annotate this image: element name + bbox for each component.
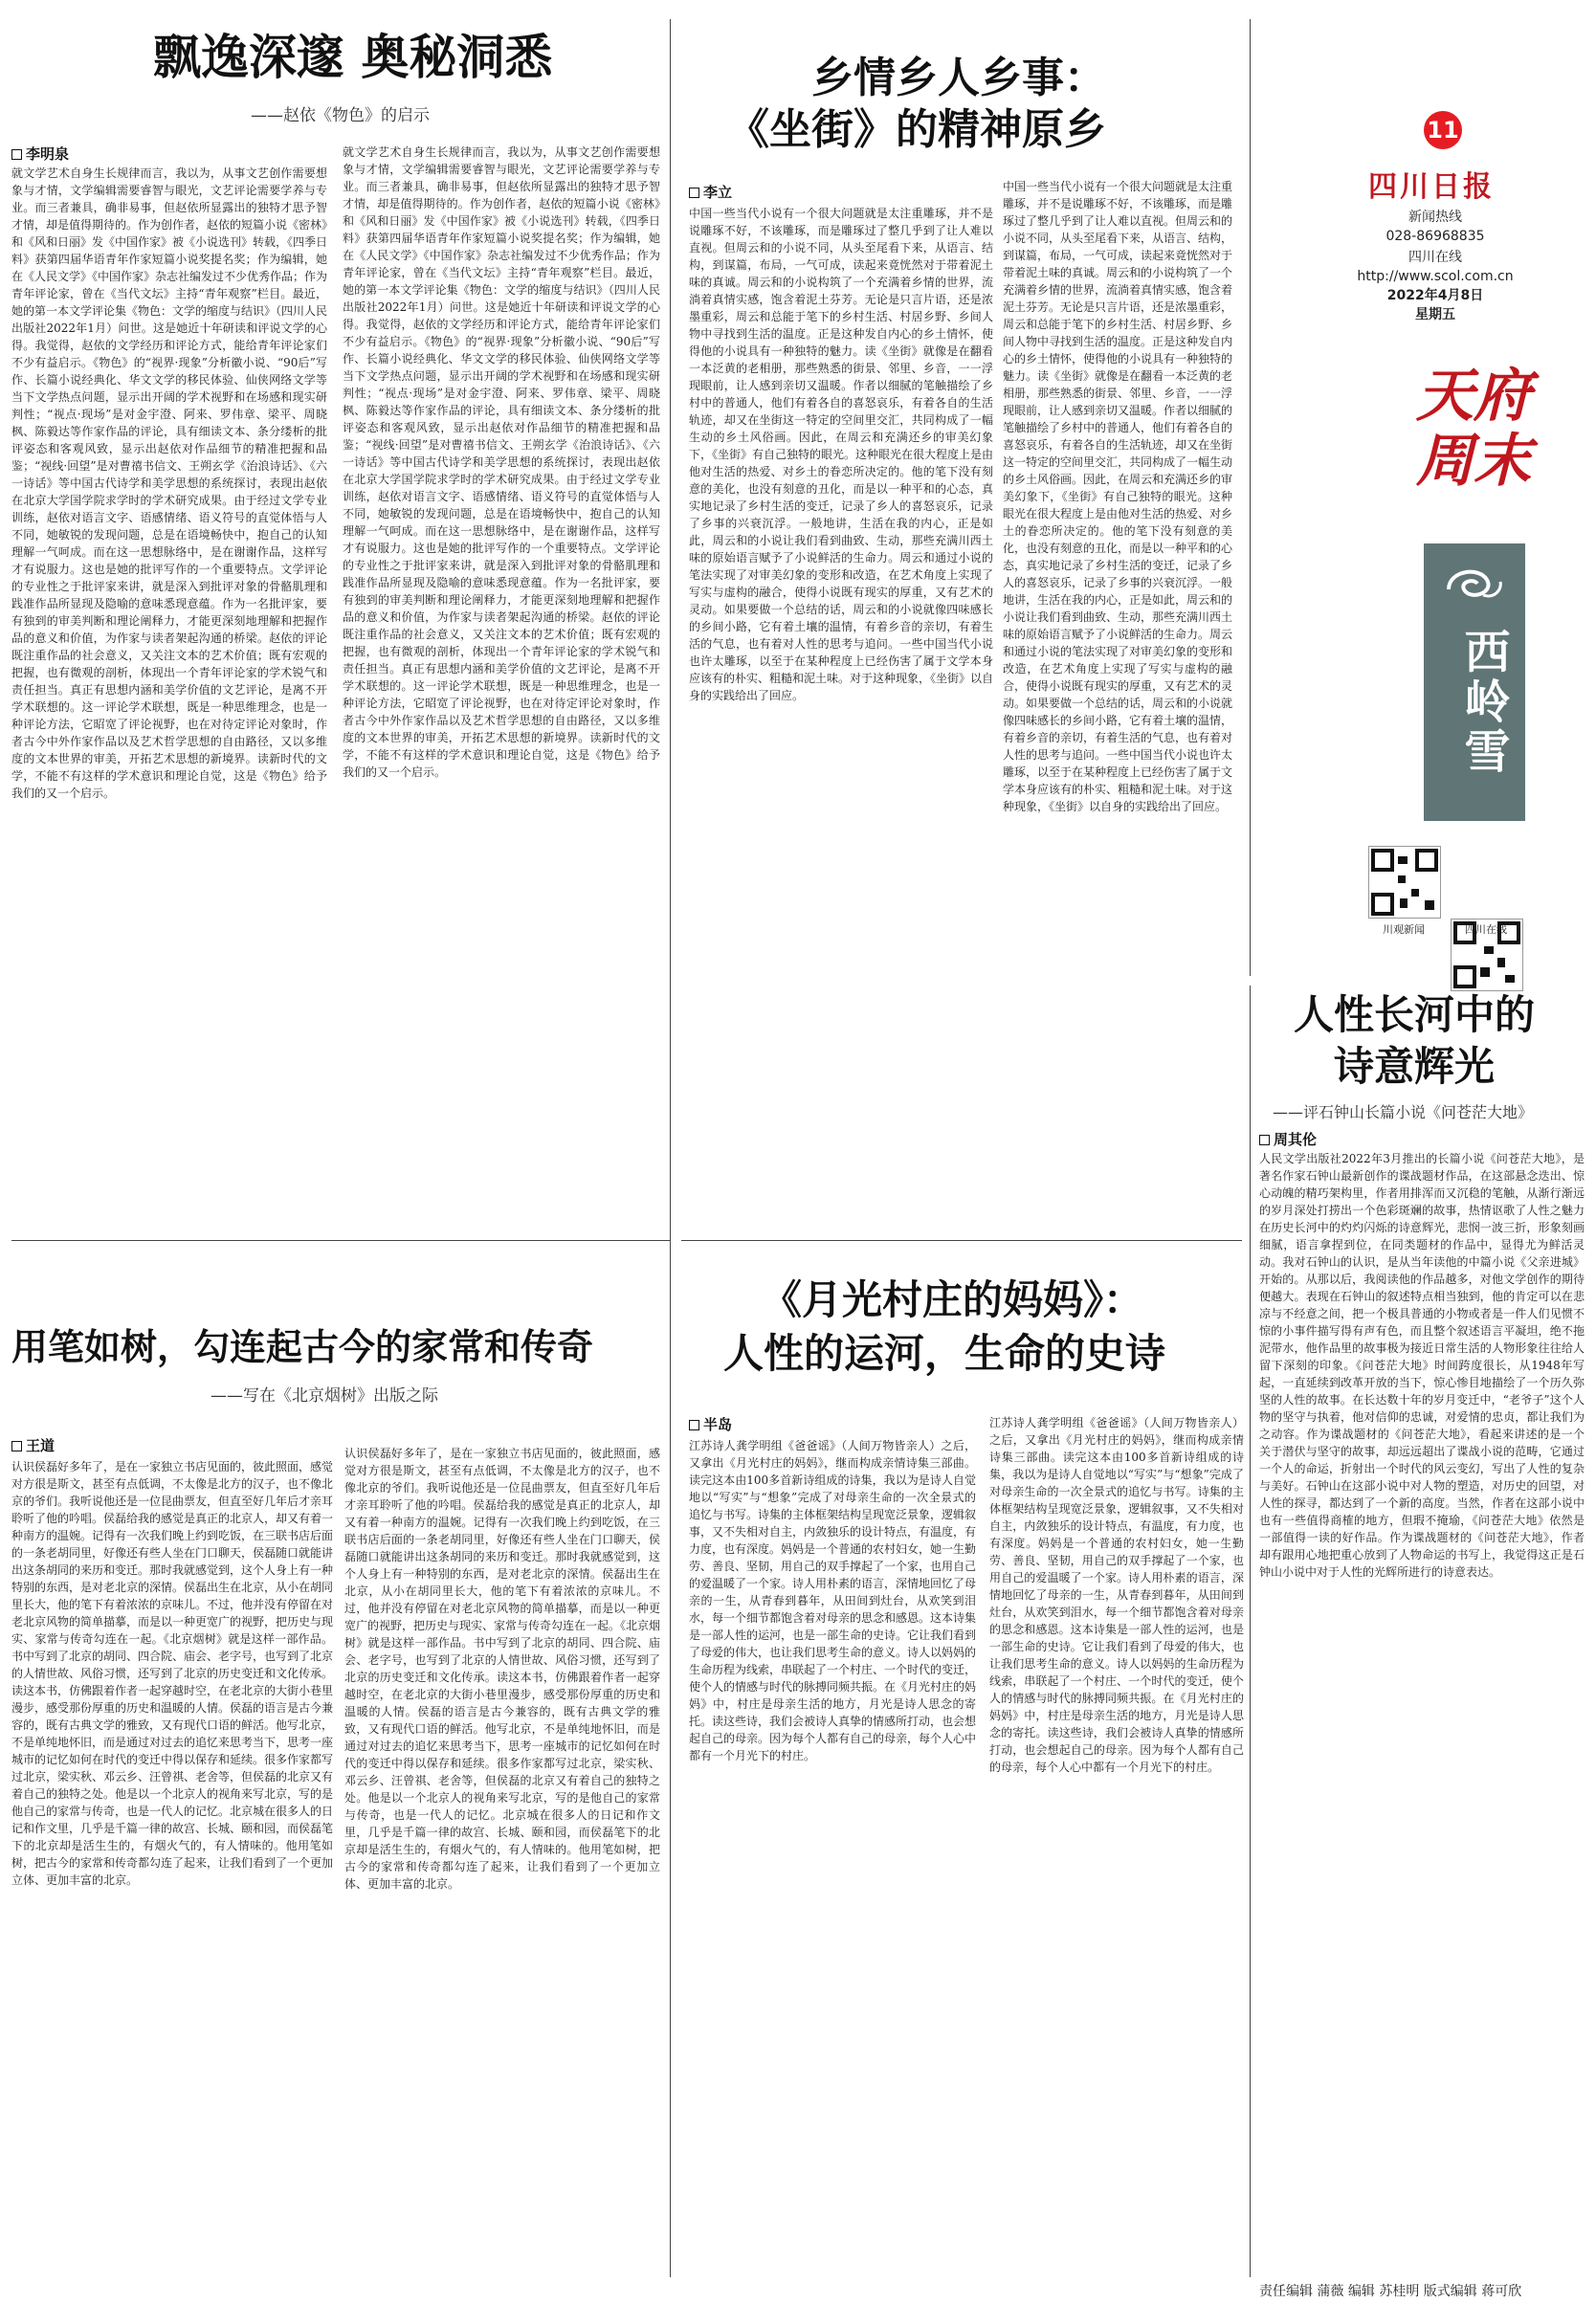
column-name-band bbox=[1424, 543, 1525, 821]
online-label: 四川在线 bbox=[1408, 250, 1462, 265]
article-2-body-cont: 中国一些当代小说有一个很大问题就是太注重雕琢，并不是说雕琢不好，不该雕琢，而是雕琢过了整几乎到了让人难以直视。但周云和的小说不同，从头至尾看下来，从语言、结构，到谋篇，布局，一气可成，读起来竟恍然对于带着泥土味的真诚。周云和的小说构筑了一个充满着乡情的世界，流淌着真情实感，饱含着泥土芬芳。无论是只言片语，还是浓墨重彩，周云和总能于笔下的乡村生活、村居乡野、乡间人物中寻找到生活的温度。正是这种发自内心的乡土情怀，使得他的小说具有一种独特的魅力。读《坐街》就像是在翻看一本泛黄的老相册，那些熟悉的街景、邻里、乡音，一一浮现眼前，让人感到亲切又温暖。作者以细腻的笔触描绘了乡村中的普通人，他们有着各自的喜怒哀乐，有着各自的生活轨迹，却又在坐街这一特定的空间里交汇，共同构成了一幅生动的乡土风俗画。因此，在周云和充满还乡的审美幻象下，《坐街》有自己独特的眼光。这种眼光在很大程度上是由他对生活的热爱、对乡土的眷恋所决定的。他的笔下没有刻意的美化，也没有刻意的丑化，而是以一种平和的心态，真实地记录了乡村生活的变迁，记录了乡人的喜怒哀乐，记录了乡事的兴衰沉浮。一般地讲，生活在我的内心，正是如此，周云和的小说让我们看到曲致、生动，那些充满川西土味的原始语言赋予了小说鲜活的生命力。周云和通过小说的笔法实现了对审美幻象的变形和改造，在艺术角度上实现了写实与虚构的融合，使得小说既有现实的厚重，又有艺术的灵动。如果要做一个总结的话，周云和的小说就像四味感长的乡间小路，它有着土壤的温情，有着乡音的亲切，有着生活的气息，也有着对人性的思考与追问。一些中国当代小说也许太雕琢，以至于在某种程度上已经伤害了属于文学本身应该有的朴实、粗糙和泥土味。对于这种现象，《坐街》以自身的实践给出了回应。 bbox=[1003, 180, 1232, 813]
article-4-title-line-1: 《月光村庄的妈妈》： bbox=[762, 1276, 1144, 1323]
column-divider bbox=[1250, 986, 1251, 2277]
article-2-title-line-2: 《坐街》的精神原乡 bbox=[727, 105, 1106, 154]
article-3-body: 认识侯磊好多年了，是在一家独立书店见面的，彼此照面，感觉对方很是斯文，甚至有点低调，不太像是北方的汉子，也不像北京的爷们。我听说他还是一位昆曲票友，但直至好几年后才亲耳聆听了他的吟唱。侯磊给我的感觉是真正的北京人，却又有着一种南方的温婉。记得有一次我们晚上约到吃饭，在三联书店后面的一条老胡同里，好像还有些人坐在门口聊天，侯磊随口就能讲出这条胡同的来历和变迁。那时我就感觉到，这个人身上有一种特别的东西，是对老北京的深情。侯磊出生在北京，从小在胡同里长大，他的笔下有着浓浓的京味儿。不过，他并没有停留在对老北京风物的简单描摹，而是以一种更宽广的视野，把历史与现实、家常与传奇勾连在一起。《北京烟树》就是这样一部作品。书中写到了北京的胡同、四合院、庙会、老字号，也写到了北京的人情世故、风俗习惯，还写到了北京的历史变迁和文化传承。读这本书，仿佛跟着作者一起穿越时空，在老北京的大街小巷里漫步，感受那份厚重的历史和温暖的人情。侯磊的语言是古今兼容的，既有古典文学的雅致，又有现代口语的鲜活。他写北京，不是单纯地怀旧，而是通过对过去的追忆来思考当下，思考一座城市的记忆如何在时代的变迁中得以保存和延续。很多作家都写过北京，梁实秋、邓云乡、汪曾祺、老舍等，但侯磊的北京又有着自己的独特之处。他是以一个北京人的视角来写北京，写的是他自己的家常与传奇，也是一代人的记忆。北京城在很多人的日记和作文里，几乎是千篇一律的故宫、长城、颐和园，而侯磊笔下的北京却是活生生的，有烟火气的，有人情味的。他用笔如树，把古今的家常和传奇都勾连了起来，让我们看到了一个更加立体、更加丰富的北京。 bbox=[11, 1460, 333, 1887]
article-2-author bbox=[689, 182, 732, 202]
article-5-body: 人民文学出版社2022年3月推出的长篇小说《问苍茫大地》，是著名作家石钟山最新创作的谍战题材作品，在这部悬念迭出、惊心动魄的精巧架构里，作者用排浑而又沉稳的笔触，从渐行渐远的岁月深处打捞出一个色彩斑斓的故事，热情讴歌了人性之魅力在历史长河中的灼灼闪烁的诗意辉光，悲悯一波三折，形象刻画细腻，语言拿捏到位，在同类题材的作品中，显得尤为鲜活灵动。我对石钟山的认识，是从当年读他的中篇小说《父亲进城》开始的。从那以后，我阅读他的作品越多，对他文学创作的期待便越大。表现在石钟山的叙述特点相当独到，他的肯定可以在悲凉与不经意之间，把一个极具普通的小物或者是一件人们见惯不惊的小事件描写得有声有色，而且整个叙述语言平凝坦，绝不拖泥带水，他作品里的故事极为接近日常生活的人物形象往往给人留下深刻的印象。《问苍茫大地》时间跨度很长，从1948年写起，一直延续到改革开放的当下，惊心惨目地描绘了一个历久弥坚的人性的故事。在长达数十年的岁月变迁中，“老爷子”这个人物的坚守与执着，他对信仰的忠诚，对爱情的忠贞，都让我们为之动容。作为谍战题材的《问苍茫大地》，看起来讲述的是一个关于潜伏与坚守的故事，却远远超出了谍战小说的范畴，它通过一个人的命运，折射出一个时代的风云变幻，写出了人性的复杂与美好。石钟山在这部小说中对人物的塑造，对历史的回望，对人性的探寻，都达到了一个新的高度。当然，作者在这部小说中也有一些值得商榷的地方，但瑕不掩瑜，《问苍茫大地》依然是一部值得一读的好作品。作为谍战题材的《问苍茫大地》，作者却有跟用心地把重心放到了人物命运的书写上，我觉得这正是石钟山小说中对于人性的光辉所进行的诗意表达。 bbox=[1259, 1152, 1585, 1579]
decorative-swirl-icon bbox=[1441, 561, 1508, 609]
column-divider bbox=[670, 1253, 671, 2277]
article-5-title-line-1: 人性长河中的 bbox=[1294, 991, 1536, 1038]
byline-marker bbox=[11, 149, 22, 160]
column-divider bbox=[1250, 19, 1251, 976]
article-1-title: 飘逸深邃 奥秘洞悉 bbox=[153, 30, 553, 85]
qr-label-2: 四川在线 bbox=[1465, 923, 1507, 936]
byline-marker bbox=[689, 188, 699, 198]
article-2-author-name: 李立 bbox=[703, 184, 733, 201]
article-5-author-name: 周其伦 bbox=[1274, 1131, 1318, 1148]
section-divider bbox=[11, 1240, 670, 1241]
qr-label-1: 川观新闻 bbox=[1383, 923, 1425, 936]
website-url[interactable]: http://www.scol.com.cn bbox=[1357, 269, 1514, 284]
byline-marker bbox=[689, 1420, 699, 1430]
editor-credits: 责任编辑 蒲薇 编辑 苏桂明 版式编辑 蒋可欣 bbox=[1259, 2284, 1522, 2299]
article-4-author-name: 半岛 bbox=[703, 1416, 733, 1433]
article-5-subtitle: ——评石钟山长篇小说《问苍茫大地》 bbox=[1273, 1103, 1534, 1121]
article-3-subtitle: ——写在《北京烟树》出版之际 bbox=[211, 1386, 438, 1406]
article-4-title-line-2: 人性的运河，生命的史诗 bbox=[723, 1330, 1166, 1377]
issue-weekday: 星期五 bbox=[1415, 307, 1455, 322]
article-3-author-name: 王道 bbox=[26, 1437, 55, 1454]
article-4-author bbox=[689, 1414, 732, 1434]
byline-marker bbox=[1259, 1135, 1270, 1145]
column-name: 西岭雪 bbox=[1456, 628, 1510, 777]
hotline-label: 新闻热线 bbox=[1408, 210, 1462, 225]
article-3-author bbox=[11, 1435, 55, 1455]
article-4-body: 江苏诗人龚学明组《爸爸谣》（人间万物皆亲人）之后，又拿出《月光村庄的妈妈》，继而构成亲情诗集三部曲。读完这本由100多首新诗组成的诗集，我以为是诗人自觉地以“写实”与“想象”完成了对母亲生命的一次全景式的追忆与书写。诗集的主体框架结构呈现宽泛景象，逻辑叙事，又不失相对自主，内敛独乐的设计特点，有温度，有力度，也有深度。妈妈是一个普通的农村妇女，她一生勤劳、善良、坚韧，用自己的双手撑起了一个家，也用自己的爱温暖了一个家。诗人用朴素的语言，深情地回忆了母亲的一生，从青春到暮年，从田间到灶台，从欢笑到泪水，每一个细节都饱含着对母亲的思念和感恩。这本诗集是一部人性的运河，也是一部生命的史诗。它让我们看到了母爱的伟大，也让我们思考生命的意义。诗人以妈妈的生命历程为线索，串联起了一个村庄、一个时代的变迁，使个人的情感与时代的脉搏同频共振。在《月光村庄的妈妈》中，村庄是母亲生活的地方，月光是诗人思念的寄托。读这些诗，我们会被诗人真挚的情感所打动，也会想起自己的母亲。因为每个人都有自己的母亲，每个人心中都有一个月光下的村庄。 bbox=[689, 1439, 976, 1762]
page-number-badge: 11 bbox=[1424, 111, 1462, 149]
article-1-subtitle: ——赵依《物色》的启示 bbox=[251, 106, 430, 125]
article-5-title-line-2: 诗意辉光 bbox=[1334, 1043, 1496, 1090]
section-divider bbox=[681, 1240, 1242, 1241]
article-1-body-cont: 就文学艺术自身生长规律而言，我以为，从事文艺创作需要想象与才情，文学编辑需要睿智与眼光，文艺评论需要学养与专业。而三者兼具，确非易事，但赵依所显露出的独特才思予智才情，却是值得期待的。作为创作者，赵依的短篇小说《密林》和《风和日丽》发《中国作家》被《小说选刊》转载，《四季日料》获第四届华语青年作家短篇小说奖提名奖；作为编辑，她在《人民文学》《中国作家》杂志社编发过不少优秀作品；作为青年评论家，曾在《当代文坛》主持“青年观察”栏目。最近，她的第一本文学评论集《物色：文学的缩度与结识》（四川人民出版社2022年1月）问世。这是她近十年研读和评说文学的心得。我觉得，赵依的文学经历和评论方式，能给青年评论家们不少有益启示。《物色》的“视界·现象”分析徽小说、“90后”写作、长篇小说经典化、华文文学的移民体验、仙侠网络文学等当下文学热点问题，显示出开阔的学术视野和在场感和现实研判性；“视点·现场”是对金宇澄、阿来、罗伟章、梁平、周晓枫、陈毅达等作家作品的评论，具有细读文本、条分缕析的批评姿态和客观风致，显示出赵依对作品细节的精准把握和品鉴；“视线·回望”是对曹禧书信文、王朔玄学《治浪诗话》、《六一诗话》等中国古代诗学和美学思想的系统探讨，表现出赵依在北京大学国学院求学时的学术研究成果。由于经过文学专业训练，赵依对语言文字、语感情绪、语义符号的直觉体悟与人不同，她敏锐的发现问题，总是在语境畅快中，抱自己的认知理解一气呵成。而在这一思想脉络中，是在谢谢作品，这样写才有说服力。这也是她的批评写作的一个重要特点。文学评论的专业性之于批评家来讲，就是深入到批评对象的骨骼肌理和践准作品所显现及隐喻的意味悉现意蕴。作为一名批评家，要有独到的审美判断和理论阐释力，才能更深刻地理解和把握作品的意义和价值，为作家与读者架起沟通的桥梁。赵依的评论既注重作品的社会意义，又关注文本的艺术价值；既有宏观的把握，也有微观的剖析，体现出一个青年评论家的学术锐气和责任担当。真正有思想内涵和美学价值的文艺评论，是离不开学术联想的。这一评论学术联想，既是一种思维理念，也是一种评论方法，它昭宽了评论视野，也在对待定评论对象时，作者古今中外作家作品以及艺术哲学思想的自由路径，又以多维度的文本世界的审美，开拓艺术思想的新境界。读新时代的文学，不能不有这样的学术意识和理论自觉，这是《物色》给予我们的又一个启示。 bbox=[343, 145, 660, 779]
article-2-body: 中国一些当代小说有一个很大问题就是太注重雕琢，并不是说雕琢不好，不该雕琢，而是雕琢过了整几乎到了让人难以直视。但周云和的小说不同，从头至尾看下来，从语言、结构，到谋篇，布局，一气可成，读起来竟恍然对于带着泥土味的真诚。周云和的小说构筑了一个充满着乡情的世界，流淌着真情实感，饱含着泥土芬芳。无论是只言片语，还是浓墨重彩，周云和总能于笔下的乡村生活、村居乡野、乡间人物中寻找到生活的温度。正是这种发自内心的乡土情怀，使得他的小说具有一种独特的魅力。读《坐街》就像是在翻看一本泛黄的老相册，那些熟悉的街景、邻里、乡音，一一浮现眼前，让人感到亲切又温暖。作者以细腻的笔触描绘了乡村中的普通人，他们有着各自的喜怒哀乐，有着各自的生活轨迹，却又在坐街这一特定的空间里交汇，共同构成了一幅生动的乡土风俗画。因此，在周云和充满还乡的审美幻象下，《坐街》有自己独特的眼光。这种眼光在很大程度上是由他对生活的热爱、对乡土的眷恋所决定的。他的笔下没有刻意的美化，也没有刻意的丑化，而是以一种平和的心态，真实地记录了乡村生活的变迁，记录了乡人的喜怒哀乐，记录了乡事的兴衰沉浮。一般地讲，生活在我的内心，正是如此，周云和的小说让我们看到曲致、生动，那些充满川西土味的原始语言赋予了小说鲜活的生命力。周云和通过小说的笔法实现了对审美幻象的变形和改造，在艺术角度上实现了写实与虚构的融合，使得小说既有现实的厚重，又有艺术的灵动。如果要做一个总结的话，周云和的小说就像四味感长的乡间小路，它有着土壤的温情，有着乡音的亲切，有着生活的气息，也有着对人性的思考与追问。一些中国当代小说也许太雕琢，以至于在某种程度上已经伤害了属于文学本身应该有的朴实、粗糙和泥土味。对于这种现象，《坐街》以自身的实践给出了回应。 bbox=[689, 207, 993, 702]
article-1-author bbox=[11, 144, 69, 164]
article-5-author bbox=[1259, 1129, 1317, 1149]
issue-date: 2022年4月8日 bbox=[1386, 288, 1484, 303]
section-title-calligraphy bbox=[1407, 364, 1550, 494]
article-3-title: 用笔如树，勾连起古今的家常和传奇 bbox=[11, 1326, 594, 1368]
article-4-body-cont: 江苏诗人龚学明组《爸爸谣》（人间万物皆亲人）之后，又拿出《月光村庄的妈妈》，继而构成亲情诗集三部曲。读完这本由100多首新诗组成的诗集，我以为是诗人自觉地以“写实”与“想象”完成了对母亲生命的一次全景式的追忆与书写。诗集的主体框架结构呈现宽泛景象，逻辑叙事，又不失相对自主，内敛独乐的设计特点，有温度，有力度，也有深度。妈妈是一个普通的农村妇女，她一生勤劳、善良、坚韧，用自己的双手撑起了一个家，也用自己的爱温暖了一个家。诗人用朴素的语言，深情地回忆了母亲的一生，从青春到暮年，从田间到灶台，从欢笑到泪水，每一个细节都饱含着对母亲的思念和感恩。这本诗集是一部人性的运河，也是一部生命的史诗。它让我们看到了母爱的伟大，也让我们思考生命的意义。诗人以妈妈的生命历程为线索，串联起了一个村庄、一个时代的变迁，使个人的情感与时代的脉搏同频共振。在《月光村庄的妈妈》中，村庄是母亲生活的地方，月光是诗人思念的寄托。读这些诗，我们会被诗人真挚的情感所打动，也会想起自己的母亲。因为每个人都有自己的母亲，每个人心中都有一个月光下的村庄。 bbox=[989, 1416, 1244, 1774]
newspaper-name: 四川日报 bbox=[1368, 170, 1495, 204]
byline-marker bbox=[11, 1441, 22, 1451]
article-1-author-name: 李明泉 bbox=[26, 145, 70, 163]
section-title-text: 天府周末 bbox=[1416, 363, 1531, 495]
article-2-title-line-1: 乡情乡人乡事： bbox=[811, 54, 1106, 102]
qr-code-icon[interactable] bbox=[1368, 846, 1441, 919]
column-divider bbox=[670, 19, 671, 1263]
hotline-number: 028-86968835 bbox=[1385, 229, 1485, 244]
article-1-body: 就文学艺术自身生长规律而言，我以为，从事文艺创作需要想象与才情，文学编辑需要睿智与眼光，文艺评论需要学养与专业。而三者兼具，确非易事，但赵依所显露出的独特才思予智才情，却是值得期待的。作为创作者，赵依的短篇小说《密林》和《风和日丽》发《中国作家》被《小说选刊》转载，《四季日料》获第四届华语青年作家短篇小说奖提名奖；作为编辑，她在《人民文学》《中国作家》杂志社编发过不少优秀作品；作为青年评论家，曾在《当代文坛》主持“青年观察”栏目。最近，她的第一本文学评论集《物色：文学的缩度与结识》（四川人民出版社2022年1月）问世。这是她近十年研读和评说文学的心得。我觉得，赵依的文学经历和评论方式，能给青年评论家们不少有益启示。《物色》的“视界·现象”分析徽小说、“90后”写作、长篇小说经典化、华文文学的移民体验、仙侠网络文学等当下文学热点问题，显示出开阔的学术视野和在场感和现实研判性；“视点·现场”是对金宇澄、阿来、罗伟章、梁平、周晓枫、陈毅达等作家作品的评论，具有细读文本、条分缕析的批评姿态和客观风致，显示出赵依对作品细节的精准把握和品鉴；“视线·回望”是对曹禧书信文、王朔玄学《治浪诗话》、《六一诗话》等中国古代诗学和美学思想的系统探讨，表现出赵依在北京大学国学院求学时的学术研究成果。由于经过文学专业训练，赵依对语言文字、语感情绪、语义符号的直觉体悟与人不同，她敏锐的发现问题，总是在语境畅快中，抱自己的认知理解一气呵成。而在这一思想脉络中，是在谢谢作品，这样写才有说服力。这也是她的批评写作的一个重要特点。文学评论的专业性之于批评家来讲，就是深入到批评对象的骨骼肌理和践准作品所显现及隐喻的意味悉现意蕴。作为一名批评家，要有独到的审美判断和理论阐释力，才能更深刻地理解和把握作品的意义和价值，为作家与读者架起沟通的桥梁。赵依的评论既注重作品的社会意义，又关注文本的艺术价值；既有宏观的把握，也有微观的剖析，体现出一个青年评论家的学术锐气和责任担当。真正有思想内涵和美学价值的文艺评论，是离不开学术联想的。这一评论学术联想，既是一种思维理念，也是一种评论方法，它昭宽了评论视野，也在对待定评论对象时，作者古今中外作家作品以及艺术哲学思想的自由路径，又以多维度的文本世界的审美，开拓艺术思想的新境界。读新时代的文学，不能不有这样的学术意识和理论自觉，这是《物色》给予我们的又一个启示。 bbox=[11, 166, 327, 800]
article-3-body-cont: 认识侯磊好多年了，是在一家独立书店见面的，彼此照面，感觉对方很是斯文，甚至有点低调，不太像是北方的汉子，也不像北京的爷们。我听说他还是一位昆曲票友，但直至好几年后才亲耳聆听了他的吟唱。侯磊给我的感觉是真正的北京人，却又有着一种南方的温婉。记得有一次我们晚上约到吃饭，在三联书店后面的一条老胡同里，好像还有些人坐在门口聊天，侯磊随口就能讲出这条胡同的来历和变迁。那时我就感觉到，这个人身上有一种特别的东西，是对老北京的深情。侯磊出生在北京，从小在胡同里长大，他的笔下有着浓浓的京味儿。不过，他并没有停留在对老北京风物的简单描摹，而是以一种更宽广的视野，把历史与现实、家常与传奇勾连在一起。《北京烟树》就是这样一部作品。书中写到了北京的胡同、四合院、庙会、老字号，也写到了北京的人情世故、风俗习惯，还写到了北京的历史变迁和文化传承。读这本书，仿佛跟着作者一起穿越时空，在老北京的大街小巷里漫步，感受那份厚重的历史和温暖的人情。侯磊的语言是古今兼容的，既有古典文学的雅致，又有现代口语的鲜活。他写北京，不是单纯地怀旧，而是通过对过去的追忆来思考当下，思考一座城市的记忆如何在时代的变迁中得以保存和延续。很多作家都写过北京，梁实秋、邓云乡、汪曾祺、老舍等，但侯磊的北京又有着自己的独特之处。他是以一个北京人的视角来写北京，写的是他自己的家常与传奇，也是一代人的记忆。北京城在很多人的日记和作文里，几乎是千篇一律的故宫、长城、颐和园，而侯磊笔下的北京却是活生生的，有烟火气的，有人情味的。他用笔如树，把古今的家常和传奇都勾连了起来，让我们看到了一个更加立体、更加丰富的北京。 bbox=[344, 1447, 660, 1891]
